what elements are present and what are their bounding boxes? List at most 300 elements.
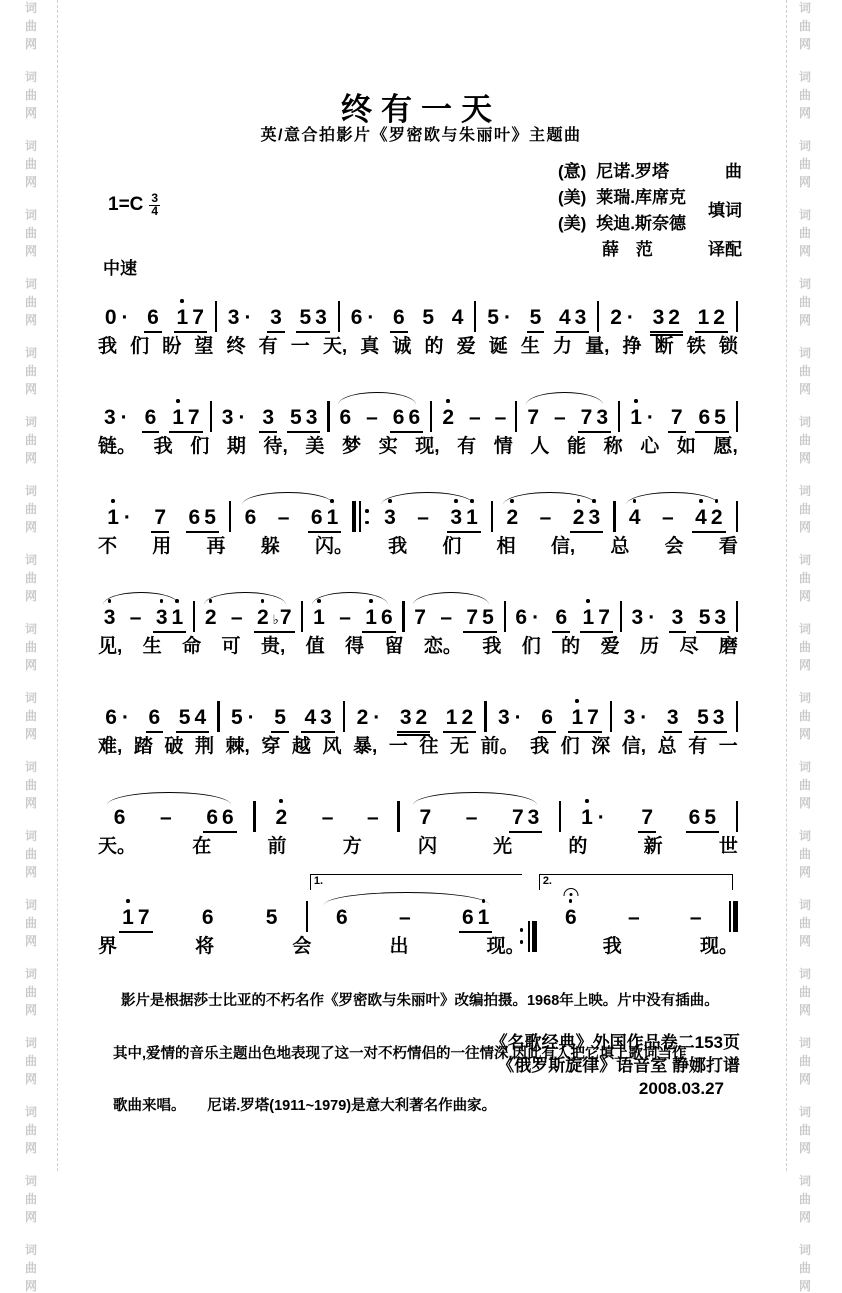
measure-with-slur [96, 806, 251, 833]
digit-glyph: 6 [350, 306, 363, 329]
note-digit [349, 307, 365, 328]
repeat-dot [365, 521, 369, 525]
note-cluster [416, 807, 434, 831]
digit-glyph: 6 [188, 506, 201, 529]
watermark-group [25, 485, 37, 533]
measure-with-slur [373, 506, 489, 533]
digit-glyph: 7 [598, 606, 610, 629]
dash-note: – [339, 606, 351, 629]
augmentation-dot: · [121, 706, 129, 729]
lyric-syllable: 如 [676, 436, 696, 457]
note-digit [596, 607, 612, 628]
lyric-syllable: 暴, [353, 736, 378, 757]
digit-glyph: 7 [511, 806, 524, 829]
watermark-char: 曲 [24, 364, 37, 378]
lyric-syllable: 留 [384, 636, 404, 657]
dash-note: – [366, 406, 378, 429]
digit-glyph: 2 [610, 306, 622, 329]
watermark-char: 词 [798, 208, 811, 222]
watermark-char: 网 [798, 1279, 811, 1293]
measure [214, 407, 326, 433]
watermark-char: 网 [24, 313, 37, 327]
note-digit [255, 607, 271, 628]
note-cluster [146, 707, 164, 733]
watermark-group [25, 899, 37, 947]
note-digit [669, 407, 685, 428]
note-cluster [101, 607, 119, 631]
watermark-char: 词 [24, 898, 37, 912]
digit-glyph: 2 [442, 406, 454, 429]
digit-glyph: 3 [450, 506, 463, 529]
barline-stroke [327, 401, 329, 432]
watermark-char: 网 [798, 1141, 811, 1155]
digit-glyph: 4 [695, 506, 707, 529]
watermark-char: 曲 [24, 847, 37, 861]
digit-glyph: 5 [714, 406, 726, 429]
footnote-line: 歌曲来唱。 尼诺.罗塔(1911~1979)是意大利著名作曲家。 [113, 1098, 497, 1114]
augmentation-dot: · [503, 306, 511, 329]
lyric-syllable: 无 [449, 736, 469, 757]
watermark-char: 网 [24, 1279, 37, 1293]
key-signature [108, 193, 160, 217]
barline-stroke [736, 601, 738, 632]
measure [96, 307, 213, 333]
barline-stroke [736, 801, 738, 832]
digit-glyph: 7 [187, 406, 200, 429]
note-digit [553, 607, 569, 628]
note-cluster [443, 707, 476, 733]
lyric-syllable: 现, [415, 436, 440, 457]
lyric-syllable: 生 [142, 636, 162, 657]
note-digit [581, 607, 597, 628]
lyric-syllable: 尽 [679, 636, 699, 657]
note-digit [709, 507, 725, 528]
watermark-char: 词 [798, 760, 811, 774]
watermark-char: 网 [24, 658, 37, 672]
digit-glyph: 3 [384, 506, 396, 529]
note-digit [145, 307, 161, 328]
measure-with-slur [233, 506, 349, 533]
watermark-char: 网 [24, 589, 37, 603]
watermark-char: 曲 [798, 1261, 811, 1275]
barline [343, 701, 345, 732]
watermark-group [799, 554, 811, 602]
time-signature [149, 193, 160, 217]
digit-glyph: 1 [571, 706, 584, 729]
note-cluster [169, 407, 202, 433]
note-digit [496, 707, 512, 728]
watermark-char: 网 [24, 1210, 37, 1224]
lyric-syllable: 望 [194, 336, 214, 357]
lyric-syllable: 现。 [699, 936, 738, 957]
watermark-char: 网 [24, 382, 37, 396]
lyric-syllable: 铁 [686, 336, 706, 357]
watermark-char: 词 [24, 1036, 37, 1050]
digit-glyph: 5 [482, 606, 494, 629]
watermark-char: 词 [24, 553, 37, 567]
barline [484, 701, 486, 732]
note-digit [391, 407, 407, 428]
digit-glyph: 2 [461, 706, 474, 729]
digit-glyph: 7 [670, 406, 683, 429]
note-digit [464, 507, 480, 528]
digit-glyph: 5 [204, 506, 216, 529]
lyric-syllable: 愿, [713, 436, 738, 457]
digit-glyph: 6 [564, 906, 577, 929]
dash-note: – [661, 506, 674, 529]
barline-stroke [343, 701, 345, 732]
lyric-syllable: 往 [419, 736, 439, 757]
digit-glyph: 5 [290, 406, 302, 429]
barline [338, 301, 340, 332]
watermark-char: 词 [24, 1, 37, 15]
lyric-syllable: 历 [640, 636, 660, 657]
digit-glyph: 3 [652, 306, 665, 329]
measure [614, 707, 733, 733]
digit-glyph: 4 [628, 506, 641, 529]
watermark-char: 曲 [798, 364, 811, 378]
watermark-char: 曲 [24, 433, 37, 447]
watermark-char: 词 [24, 484, 37, 498]
watermark-char: 曲 [24, 226, 37, 240]
lyric-syllable: 会 [292, 936, 312, 957]
dash-note: – [465, 806, 478, 829]
watermark-char: 曲 [798, 295, 811, 309]
digit-glyph: 5 [422, 306, 435, 329]
barline [402, 601, 404, 632]
measure [624, 607, 734, 633]
barline-stroke [736, 501, 738, 532]
lyric-syllable: 界 [98, 936, 118, 957]
note-digit [187, 507, 203, 528]
digit-glyph: 5 [487, 306, 499, 329]
digit-glyph: 6 [698, 406, 711, 429]
dash-note: – [277, 506, 290, 529]
digit-glyph: 7 [414, 606, 426, 629]
lyric-syllable: 诚 [392, 336, 412, 357]
footnote-line: 其中,爱情的音乐主题出色地表现了这一对不朽情侣的一往情深,因此有人把它填上歌词当作 [113, 1045, 687, 1062]
digit-glyph: 2 [204, 606, 217, 629]
dash-note: – [554, 406, 566, 429]
watermark-char: 网 [798, 1210, 811, 1224]
lyric-syllable: 总 [610, 536, 630, 557]
barline [559, 801, 561, 832]
note-cluster [627, 407, 658, 431]
watermark-char: 曲 [24, 640, 37, 654]
volta-bracket [539, 875, 727, 931]
repeat-dot [365, 509, 369, 513]
note-digit [485, 307, 501, 328]
watermark-char: 曲 [24, 916, 37, 930]
barline-stroke [736, 301, 738, 332]
note-digit [579, 807, 595, 828]
song-title: 终有一天 [341, 92, 501, 127]
lyric-syllable: 总 [657, 736, 677, 757]
digit-glyph: 3 [262, 406, 275, 429]
measure [219, 307, 336, 333]
watermark-group [799, 623, 811, 671]
watermark-char: 网 [24, 106, 37, 120]
barline [327, 401, 329, 432]
watermark-char: 词 [798, 1036, 811, 1050]
digit-glyph: 2 [710, 506, 723, 529]
note-digit [229, 707, 245, 728]
digit-glyph: 3 [527, 806, 540, 829]
digit-glyph: 1 [477, 906, 490, 929]
watermark-char: 曲 [24, 502, 37, 516]
note-digit [268, 307, 284, 328]
watermark-group [799, 485, 811, 533]
note-digit [480, 607, 496, 628]
watermark-char: 词 [798, 691, 811, 705]
note-digit [226, 307, 242, 328]
lyric-syllable: 们 [190, 436, 210, 457]
note-cluster [272, 807, 290, 831]
note-digit [382, 507, 398, 528]
note-digit [665, 707, 681, 728]
note-digit [190, 307, 206, 328]
digit-glyph: 5 [274, 706, 286, 729]
dash-note: – [440, 606, 453, 629]
credit-row [558, 157, 686, 182]
note-cluster [447, 507, 480, 533]
note-digit [170, 407, 186, 428]
digit-glyph: 2 [668, 306, 680, 329]
watermark-group [25, 1037, 37, 1085]
measure [96, 507, 227, 533]
note-cluster [512, 607, 543, 631]
note-cluster [607, 307, 638, 331]
note-digit [702, 807, 718, 828]
lyric-syllable: 终 [226, 336, 246, 357]
watermark-group [799, 140, 811, 188]
barline [301, 601, 303, 632]
note-cluster [538, 707, 556, 733]
watermark-group [25, 554, 37, 602]
digit-glyph: 6 [113, 806, 126, 829]
watermark-char: 曲 [24, 1123, 37, 1137]
measure [622, 407, 734, 433]
note-digit [440, 407, 456, 428]
barline-stroke [733, 901, 738, 932]
digit-glyph: 1 [466, 506, 478, 529]
lyric-syllable: 有 [688, 736, 708, 757]
measure [96, 707, 215, 733]
note-digit [513, 607, 529, 628]
watermark-group [25, 1175, 37, 1223]
barline-stroke [338, 301, 340, 332]
note-digit [525, 407, 541, 428]
watermark-char: 词 [798, 139, 811, 153]
barline [215, 301, 217, 332]
barline-stroke [729, 901, 731, 932]
barline [736, 401, 738, 432]
note-cluster [390, 307, 408, 333]
lyric-syllable: 锁 [718, 336, 738, 357]
watermark-group [25, 761, 37, 809]
watermark-char: 词 [798, 967, 811, 981]
watermark-group [799, 278, 811, 326]
digit-glyph: 5 [704, 806, 717, 829]
augmentation-dot: · [367, 306, 375, 329]
watermark-char: 词 [24, 1174, 37, 1188]
note-cluster [142, 407, 160, 433]
barline-stroke [210, 401, 212, 432]
lyric-syllable: 穿 [261, 736, 281, 757]
digit-glyph: 6 [408, 406, 421, 429]
watermark-group [799, 830, 811, 878]
watermark-char: 网 [798, 589, 811, 603]
lyric-syllable: 情 [493, 436, 513, 457]
measure-with-slur [402, 806, 557, 833]
watermark-char: 曲 [798, 1054, 811, 1068]
dash-note: – [160, 806, 172, 829]
lyric-syllable: 天。 [98, 836, 137, 857]
barline [253, 801, 255, 832]
digit-glyph: 6 [688, 806, 701, 829]
notation-row [96, 593, 740, 633]
note-digit [202, 507, 218, 528]
note-cluster [696, 607, 729, 633]
lyric-syllable: 量, [585, 336, 610, 357]
note-digit [528, 307, 544, 328]
barline-stroke [474, 301, 476, 332]
note-digit [147, 707, 163, 728]
measure [258, 806, 396, 831]
notation-row [96, 293, 740, 333]
lyric-syllable: 方 [342, 836, 362, 857]
watermark-char: 词 [24, 346, 37, 360]
digit-glyph: 6 [310, 506, 323, 529]
measure-with-slur [519, 406, 616, 433]
barline [430, 401, 432, 432]
note-cluster [578, 407, 611, 433]
lyric-syllable: 深 [591, 736, 611, 757]
note-digit [203, 607, 219, 628]
meter-lower: 4 [151, 204, 159, 218]
lyric-syllable: 爱 [600, 636, 620, 657]
augmentation-dot: · [597, 806, 605, 829]
lyric-syllable: 前 [267, 836, 287, 857]
note-digit [450, 307, 466, 328]
digit-glyph: 7 [137, 906, 150, 929]
tempo-marking: 中速 [103, 259, 137, 278]
lyric-syllable: 将 [195, 936, 215, 957]
credit-name: 莱瑞.库席克 [596, 188, 686, 207]
lyric-syllable: 我 [388, 536, 408, 557]
digit-glyph: 3 [315, 306, 327, 329]
watermark-char: 曲 [24, 778, 37, 792]
digit-glyph: 6 [244, 506, 257, 529]
digit-glyph: 3 [596, 406, 609, 429]
digit-glyph: 5 [299, 306, 312, 329]
digit-glyph: 3 [103, 406, 116, 429]
note-cluster [695, 307, 728, 333]
digit-glyph: 1 [122, 906, 134, 929]
watermark-group [25, 692, 37, 740]
score-line [96, 679, 740, 779]
score [96, 279, 740, 979]
lyric-row [98, 631, 738, 658]
barline [620, 601, 622, 632]
barline-stroke [301, 601, 303, 632]
watermark-char: 词 [24, 208, 37, 222]
watermark-char: 网 [24, 1072, 37, 1086]
watermark-char: 词 [24, 1105, 37, 1119]
note-cluster [568, 707, 601, 733]
note-digit [177, 707, 193, 728]
credit-origin: (美) [557, 214, 587, 233]
note-cluster [287, 407, 320, 433]
measure-with-slur [407, 606, 502, 633]
lyric-syllable: 棘, [225, 736, 250, 757]
lyric-syllable: 前。 [480, 736, 519, 757]
barline [352, 501, 371, 532]
note-digit [302, 707, 318, 728]
lyric-syllable: 的 [424, 336, 444, 357]
barline-stroke [613, 501, 615, 532]
note-digit [444, 707, 460, 728]
credit-role-composer: 曲 [725, 162, 742, 181]
note-cluster [626, 507, 644, 531]
digit-glyph: 2 [256, 606, 269, 629]
digit-glyph: 6 [147, 306, 159, 329]
augmentation-dot: · [244, 306, 252, 329]
note-digit [608, 307, 624, 328]
note-digit [406, 407, 422, 428]
barline-stroke [597, 301, 599, 332]
lyric-syllable: 光 [493, 836, 513, 857]
watermark-char: 网 [24, 244, 37, 258]
note-cluster [580, 607, 613, 633]
note-digit [594, 407, 610, 428]
digit-glyph: 4 [304, 706, 317, 729]
watermark-char: 网 [798, 1072, 811, 1086]
note-cluster [176, 707, 209, 733]
note-cluster [419, 307, 437, 331]
note-cluster [153, 607, 186, 633]
digit-glyph: 3 [671, 606, 684, 629]
digit-glyph: 1 [581, 806, 593, 829]
digit-glyph: 3 [305, 406, 318, 429]
lyric-syllable: 会 [664, 536, 684, 557]
note-digit [569, 707, 585, 728]
watermark-char: 曲 [798, 709, 811, 723]
watermark-char: 曲 [24, 19, 37, 33]
lyric-syllable: 链。 [98, 436, 137, 457]
barline [504, 601, 506, 632]
dash-note: – [129, 606, 142, 629]
measure [342, 307, 472, 333]
digit-glyph: 1 [326, 506, 339, 529]
lyric-syllable: 贵, [260, 636, 286, 657]
note-digit [417, 807, 433, 828]
watermark-group [799, 1175, 811, 1223]
watermark-char: 网 [24, 37, 37, 51]
lyric-syllable: 们 [130, 336, 150, 357]
lyric-syllable: 见, [98, 636, 123, 657]
credit-row [558, 209, 686, 234]
barline-stroke [253, 801, 255, 832]
watermark-char: 网 [798, 658, 811, 672]
credit-name: 薛 范 [601, 240, 653, 259]
note-digit [120, 907, 136, 928]
digit-glyph: 6 [222, 806, 234, 829]
watermark-char: 网 [24, 451, 37, 465]
watermark-char: 网 [798, 106, 811, 120]
watermark-group [25, 1106, 37, 1154]
digit-glyph: 7 [580, 406, 593, 429]
